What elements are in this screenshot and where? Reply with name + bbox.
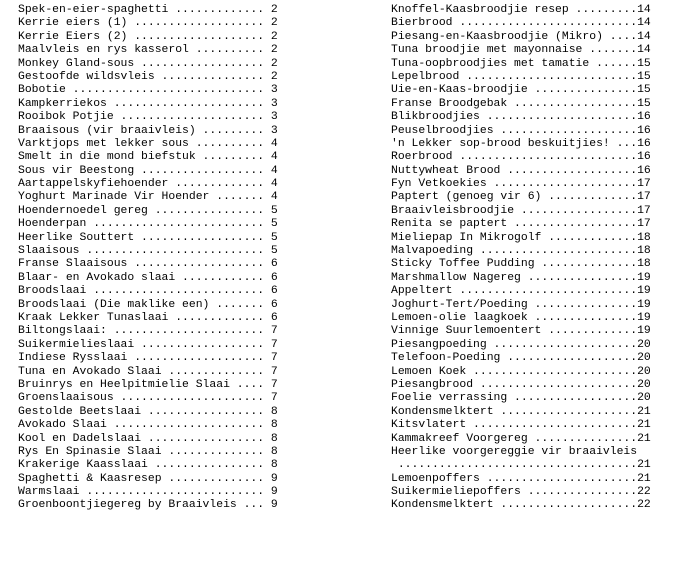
index-entry: ...................................21 (391, 459, 651, 472)
index-entry: Warmslaai .......................... 9 (18, 486, 278, 499)
index-entry: Avokado Slaai ...................... 8 (18, 419, 278, 432)
index-entry: Bierbrood ..........................14 (391, 17, 651, 30)
index-entry: Broodslaai (Die maklike een) ....... 6 (18, 298, 278, 311)
index-entry: Spek-en-eier-spaghetti ............. 2 (18, 4, 278, 16)
index-entry: Sticky Toffee Pudding ..............18 (391, 258, 651, 271)
index-entry: Mieliepap In Mikrogolf .............18 (391, 231, 651, 244)
index-entry: Lemoen Koek ........................20 (391, 365, 651, 378)
index-entry: Heerlike Souttert .................. 5 (18, 231, 278, 244)
index-entry: Broodslaai ......................... 6 (18, 285, 278, 298)
index-entry: Piesangpoeding .....................20 (391, 338, 651, 351)
index-entry: Piesangbrood .......................20 (391, 378, 651, 391)
index-entry: Kondensmelktert ....................22 (391, 499, 651, 512)
index-entry: Kondensmelktert ....................21 (391, 405, 651, 418)
index-entry: Kerrie eiers (1) ................... 2 (18, 17, 278, 30)
index-entry: 'n Lekker sop-brood beskuitjies! ...16 (391, 137, 651, 150)
index-entry: Peuselbroodjies ....................16 (391, 124, 651, 137)
index-entry: Joghurt-Tert/Poeding ...............19 (391, 298, 651, 311)
index-entry: Heerlike voorgereggie vir braaivleis (391, 445, 638, 458)
index-entry: Kraak Lekker Tunaslaai ............. 6 (18, 311, 278, 324)
index-column-left (18, 4, 318, 513)
index-entry: Malvapoeding .......................18 (391, 245, 651, 258)
index-entry: Foelie verrassing ..................20 (391, 392, 651, 405)
index-entry: Bobotie ............................ 3 (18, 84, 278, 97)
index-entry: Smelt in die mond biefstuk ......... 4 (18, 151, 278, 164)
index-entry: Lemoen-olie laagkoek ...............19 (391, 311, 651, 324)
index-entry: Franse Broodgebak ..................15 (391, 97, 651, 110)
index-entry: Paptert (genoeg vir 6) .............17 (391, 191, 651, 204)
index-entry: Lemoenpoffers ......................21 (391, 472, 651, 485)
index-entry: Kerrie Eiers (2) ................... 2 (18, 30, 278, 43)
index-entry: Gestolde Beetslaai ................. 8 (18, 405, 278, 418)
index-entry: Blaar- en Avokado slaai ............ 6 (18, 271, 278, 284)
index-entry: Piesang-en-Kaasbroodjie (Mikro) ....14 (391, 30, 651, 43)
index-entry: Indiese Rysslaai ................... 7 (18, 352, 278, 365)
index-entry: Franse Slaaisous ................... 6 (18, 258, 278, 271)
index-entry: Tuna broodjie met mayonnaise .......14 (391, 44, 651, 57)
index-entry: Renita se paptert ..................17 (391, 218, 651, 231)
index-entry: Bruinrys en Heelpitmielie Slaai .... 7 (18, 378, 278, 391)
index-entry: Telefoon-Poeding ...................20 (391, 352, 651, 365)
index-entry: Krakerige Kaasslaai ................ 8 (18, 459, 278, 472)
index-entry: Kitsvlatert ........................21 (391, 419, 651, 432)
index-entry: Suikermieliepoffers ................22 (391, 486, 651, 499)
index-entry: Biltongslaai: ...................... 7 (18, 325, 278, 338)
index-entry: Sous vir Beestong .................. 4 (18, 164, 278, 177)
index-entry: Spaghetti & Kaasresep .............. 9 (18, 472, 278, 485)
index-entry: Yoghurt Marinade Vir Hoender ....... 4 (18, 191, 278, 204)
index-entry: Nuttywheat Brood ...................16 (391, 164, 651, 177)
index-entry: Slaaisous .......................... 5 (18, 245, 278, 258)
index-entry: Braaivleisbroodjie .................17 (391, 204, 651, 217)
index-entry: Varktjops met lekker sous .......... 4 (18, 137, 278, 150)
index-entry: Gestoofde wildsvleis ............... 2 (18, 70, 278, 83)
index-entry: Roerbrood ..........................16 (391, 151, 651, 164)
index-entry: Hoendernoedel gereg ................ 5 (18, 204, 278, 217)
index-entry: Lepelbrood .........................15 (391, 70, 651, 83)
index-column-right (391, 4, 693, 513)
index-entry: Marshmallow Nagereg ................19 (391, 271, 651, 284)
index-entry: Hoenderpan ......................... 5 (18, 218, 278, 231)
index-entry: Braaisous (vir braaivleis) ......... 3 (18, 124, 278, 137)
index-entry: Maalvleis en rys kasserol .......... 2 (18, 44, 278, 57)
index-entry: Groenboontjiegereg by Braaivleis ... 9 (18, 499, 278, 512)
index-entry: Knoffel-Kaasbroodjie resep .........14 (391, 4, 651, 16)
index-entry: Aartappelskyfiehoender ............. 4 (18, 178, 278, 191)
index-entry: Rooibok Potjie ..................... 3 (18, 111, 278, 124)
index-entry: Appeltert ..........................19 (391, 285, 651, 298)
index-entry: Kool en Dadelslaai ................. 8 (18, 432, 278, 445)
index-entry: Vinnige Suurlemoentert .............19 (391, 325, 651, 338)
index-entry: Monkey Gland-sous .................. 2 (18, 57, 278, 70)
index-entry: Kampkerriekos ...................... 3 (18, 97, 278, 110)
index-entry: Suikermielieslaai .................. 7 (18, 338, 278, 351)
index-entry: Tuna-oopbroodjies met tamatie ......15 (391, 57, 651, 70)
index-entry: Blikbroodjies ......................16 (391, 111, 651, 124)
index-entry: Tuna en Avokado Slaai .............. 7 (18, 365, 278, 378)
index-entry: Kammakreef Voorgereg ...............21 (391, 432, 651, 445)
index-entry: Fyn Vetkoekies .....................17 (391, 178, 651, 191)
index-entry: Groenslaaisous ..................... 7 (18, 392, 278, 405)
index-entry: Rys En Spinasie Slaai .............. 8 (18, 445, 278, 458)
index-entry: Uie-en-Kaas-broodjie ...............15 (391, 84, 651, 97)
